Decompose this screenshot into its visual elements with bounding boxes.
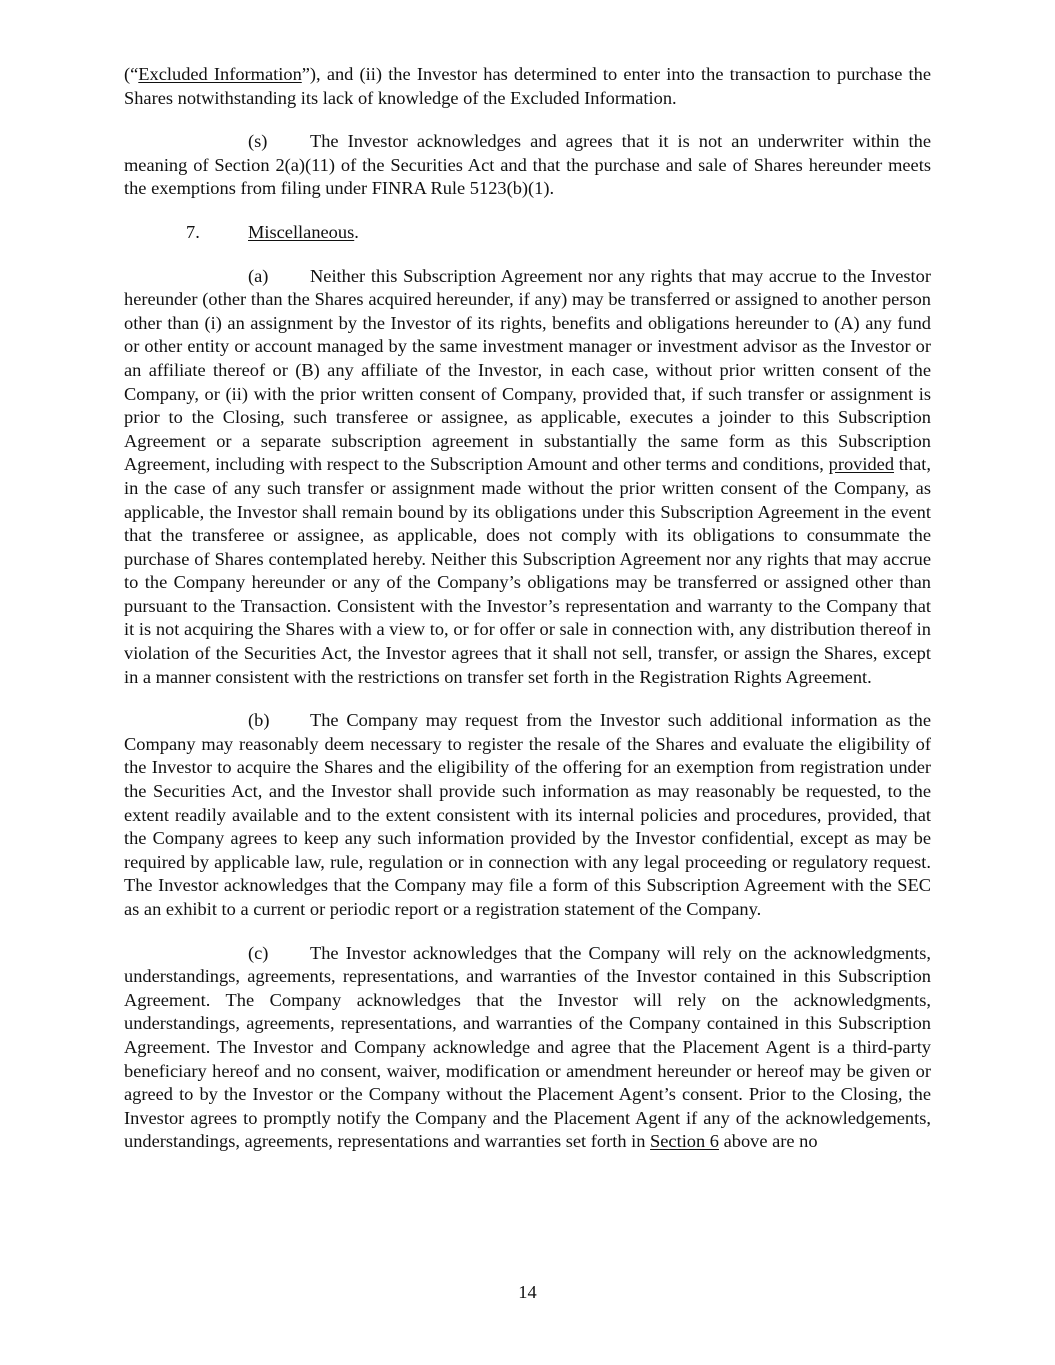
section-7-title: Miscellaneous xyxy=(248,221,355,242)
paragraph-c-text-before: The Investor acknowledges that the Company will rely on the acknowledgments, understandings, agreements, representations, and warranties of the Investor contained in this Subscription Agreement. The Company acknowledges that the Investor will rely on the acknowledgments, understandings, agreements, representations, and warranties of the Company contained in this Subscription Agreement. The Investor and Company acknowledge and agree that the Placement Agent is a third-party beneficiary hereof and no consent, waiver, modification or amendment hereunder or hereof may be given or agreed to by the Investor or the Company without the Placement Agent’s consent. Prior to the Closing, the Investor agrees to promptly notify the Company and the Placement Agent if any of the acknowledgements, understandings, agreements, representations and warranties set forth in xyxy=(124,942,931,1152)
section-7-number: 7. xyxy=(186,221,200,242)
paragraph-a-text-before: Neither this Subscription Agreement nor any rights that may accrue to the Investor hereunder (other than the Shares acquired hereunder, if any) may be transferred or assigned to another person other than (i) an assignment by the Investor of its rights, benefits and obligations hereunder to (A) any fund or other entity or account managed by the same investment manager or investment advisor as the Investor or an affiliate thereof or (B) any affiliate of the Investor, in each case, without prior written consent of the Company, or (ii) with the prior written consent of Company, provided that, if such transfer or assignment is prior to the Closing, such transferee or assignee, as applicable, executes a joinder to this Subscription Agreement or a separate subscription agreement in substantially the same form as this Subscription Agreement, including with respect to the Subscription Amount and other terms and conditions, xyxy=(124,265,931,475)
provided-term: provided xyxy=(828,454,895,475)
paragraph-c xyxy=(124,942,931,1154)
paragraph-a-label: (a) xyxy=(248,265,269,286)
section-6-reference: Section 6 xyxy=(650,1131,719,1152)
paragraph-a-text-after: that, in the case of any such transfer or assignment made without the prior written consent of the Company, as applicable, the Investor shall remain bound by its obligations under this Subscription Agreement in the event that the transferee or assignee, as applicable, does not comply with its obligations to consummate the purchase of Shares contemplated hereby. Neither this Subscription Agreement nor any rights that may accrue to the Company hereunder or any of the Company’s obligations may be transferred or assigned other than pursuant to the Transaction. Consistent with the Investor’s representation and warranty to the Company that it is not acquiring the Shares with a view to, or for offer or sale in connection with, any distribution thereof in violation of the Securities Act, the Investor agrees that it shall not sell, transfer, or assign the Shares, except in a manner consistent with the restrictions on transfer set forth in the Registration Rights Agreement. xyxy=(124,454,931,687)
paragraph-b xyxy=(124,709,931,921)
paragraph-s-label: (s) xyxy=(248,131,268,152)
section-7-heading xyxy=(124,221,931,245)
page-number: 14 xyxy=(518,1282,537,1302)
paragraph-s xyxy=(124,130,931,201)
document-page xyxy=(124,63,931,1174)
paragraph-a xyxy=(124,265,931,690)
open-quote: (“ xyxy=(124,64,139,84)
continuation-paragraph xyxy=(124,63,931,110)
paragraph-b-text: The Company may request from the Investor such additional information as the Company may reasonably deem necessary to register the resale of the Shares and evaluate the eligibility of the Investor to acquire the Shares and the eligibility of the offering for an exemption from registration under the Securities Act, and the Investor shall provide such information as may reasonably be requested, to the extent readily available and to the extent consistent with its internal policies and procedures, provided, that the Company agrees to keep any such information provided by the Investor confidential, except as may be required by applicable law, rule, regulation or in connection with any legal proceeding or regulatory request. The Investor acknowledges that the Company may file a form of this Subscription Agreement with the SEC as an exhibit to a current or periodic report or a registration statement of the Company. xyxy=(124,710,931,919)
paragraph-c-label: (c) xyxy=(248,942,269,963)
paragraph-b-label: (b) xyxy=(248,710,270,731)
defined-term-excluded-information: Excluded Information xyxy=(138,64,302,84)
paragraph-s-text: The Investor acknowledges and agrees that it is not an underwriter within the meaning of Section 2(a)(11) of the Securities Act and that the purchase and sale of Shares hereunder meets the exemptions from filing under FINRA Rule 5123(b)(1). xyxy=(124,131,931,199)
paragraph-c-text-after: above are no xyxy=(723,1131,818,1152)
continuation-text: ”), and (ii) the Investor has determined to enter into the transaction to purchase the Shares notwithstanding its lack of knowledge of the Excluded Information. xyxy=(124,64,932,108)
section-7-title-period: . xyxy=(354,221,359,242)
